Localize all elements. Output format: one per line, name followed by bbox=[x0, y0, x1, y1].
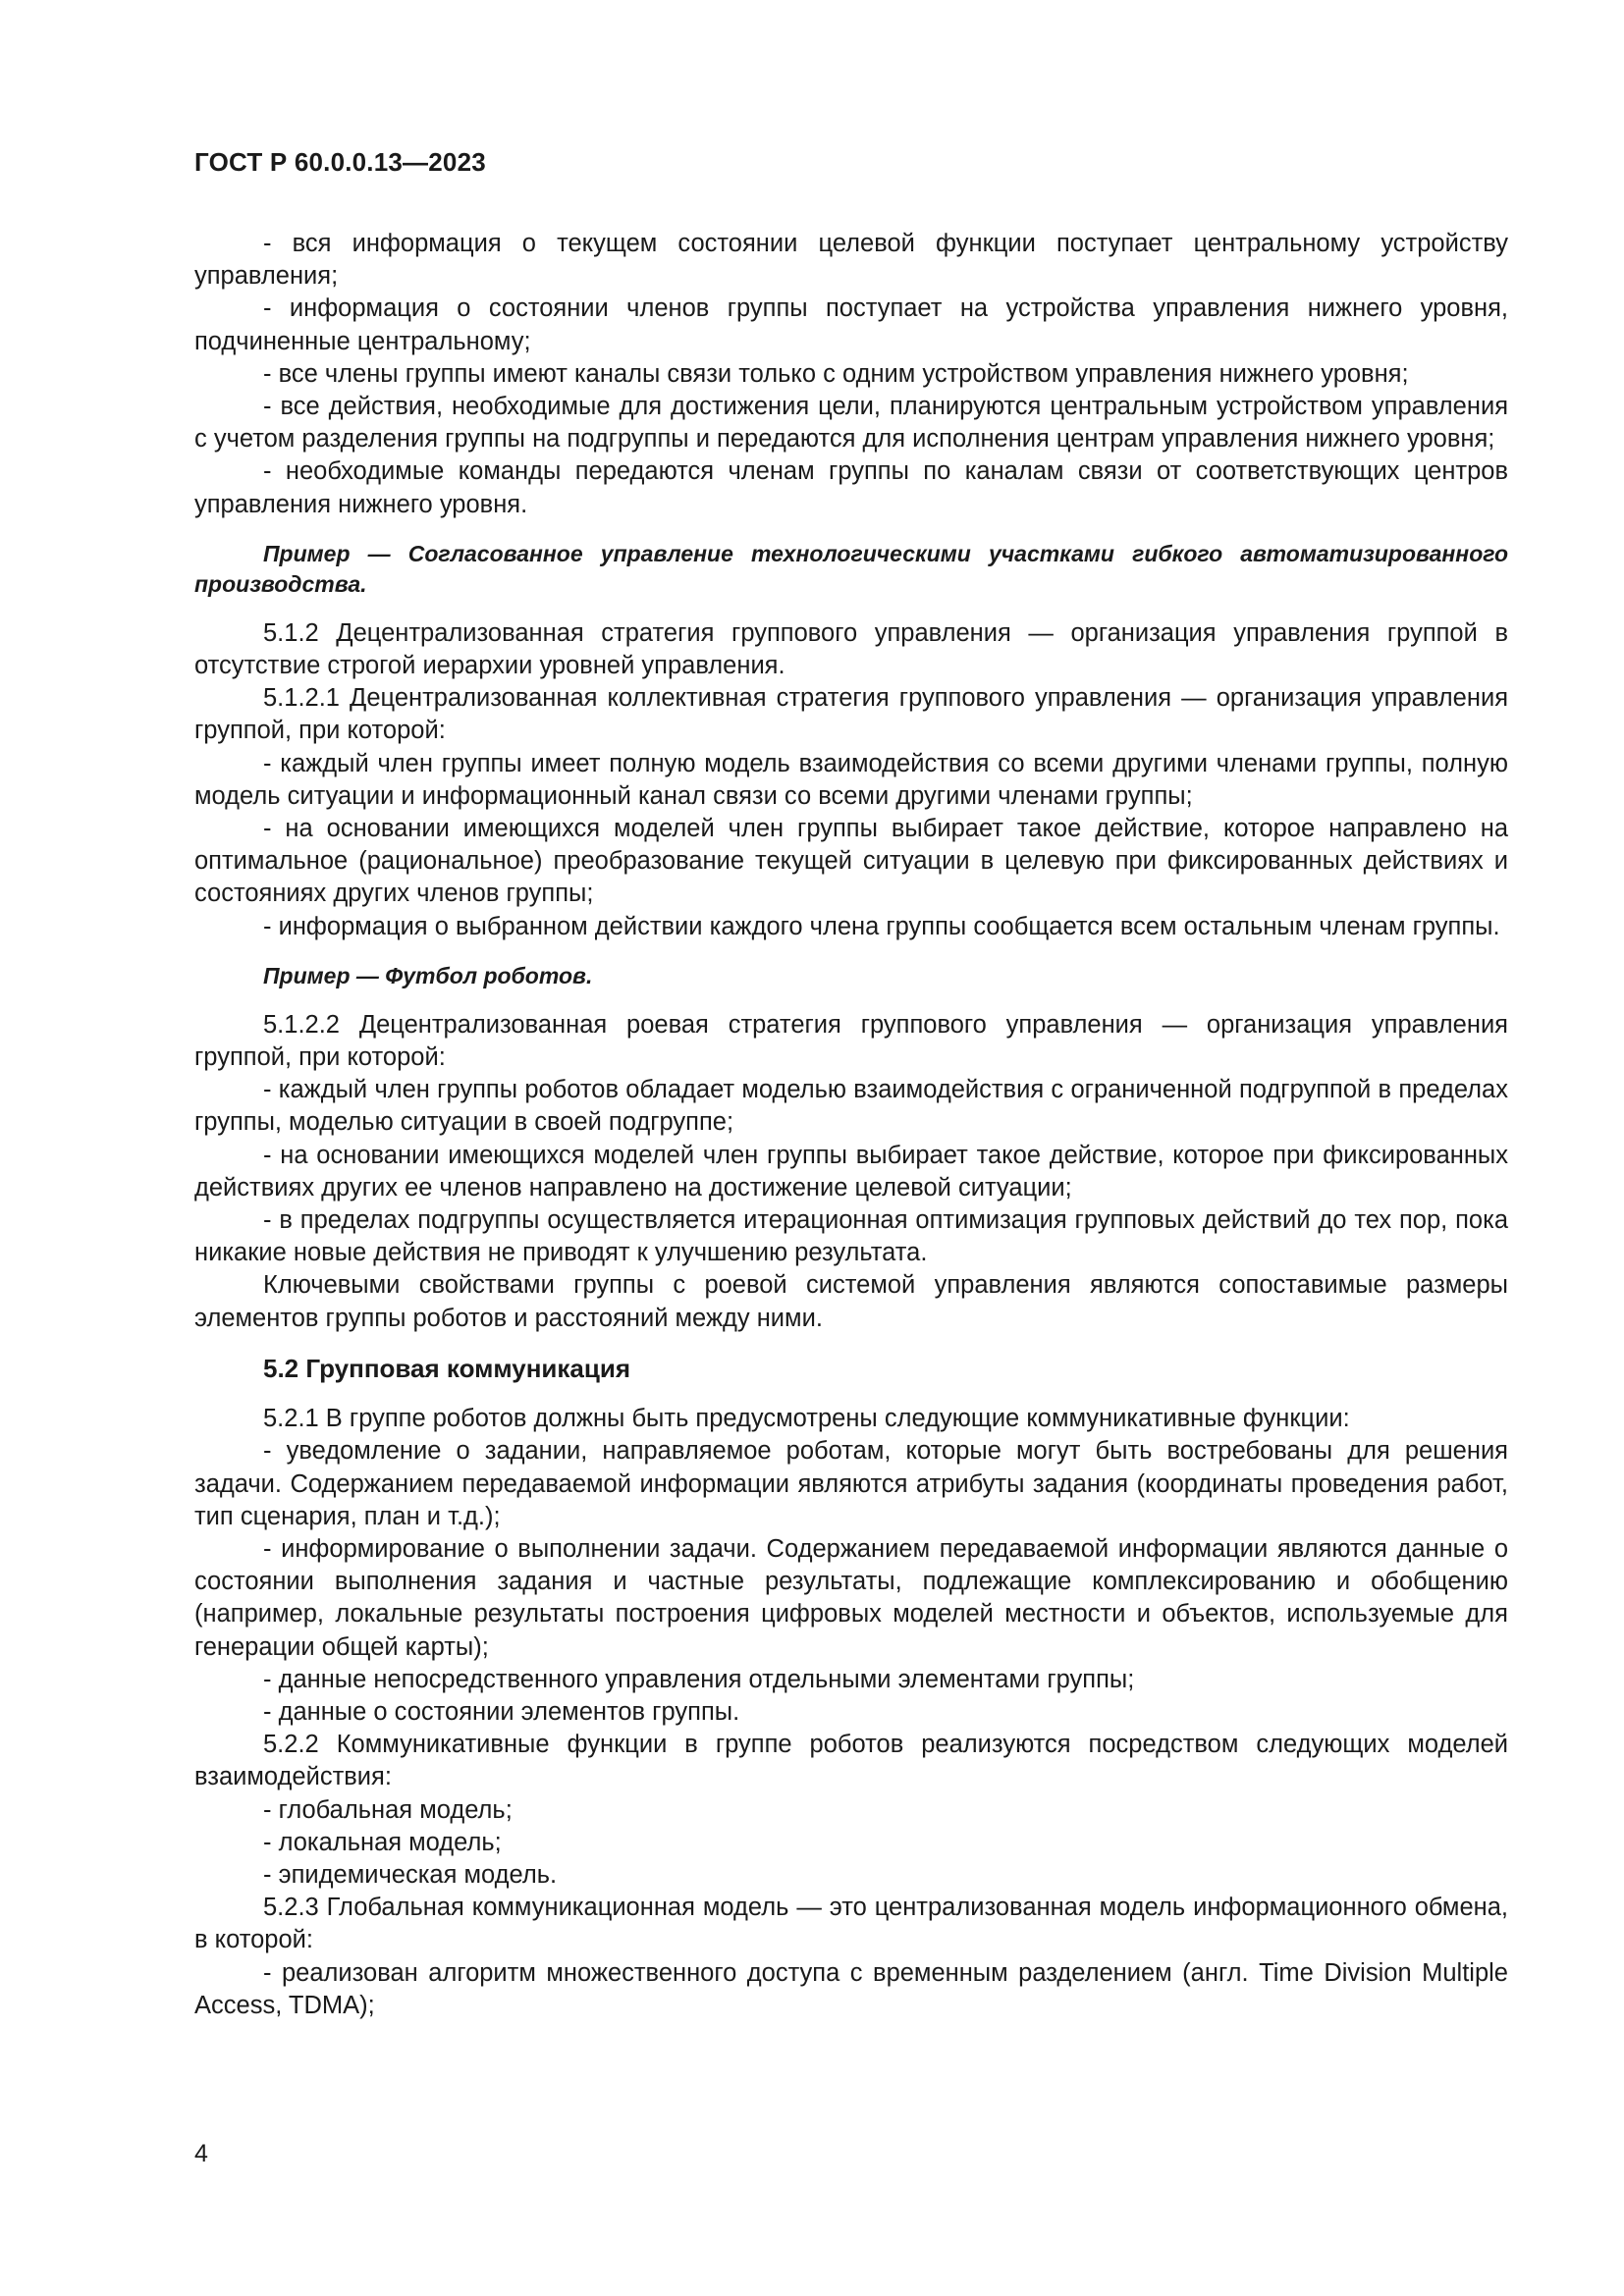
list-item: - на основании имеющихся моделей член группы выбирает такое действие, которое направлено на оптимальное (рациональное) преобразование текущей ситуации в целевую при фиксированных действиях и состояниях других членов группы; bbox=[194, 815, 1508, 908]
list-item: - уведомление о задании, направляемое роботам, которые могут быть востребованы для решения задачи. Содержанием передаваемой информации являются атрибуты задания (координаты проведения работ, тип сценария, план и т.д.); bbox=[194, 1437, 1508, 1530]
list-item: - каждый член группы роботов обладает моделью взаимодействия с ограниченной подгруппой в пределах группы, моделью ситуации в своей подгруппе; bbox=[194, 1076, 1508, 1137]
list-item: - данные о состоянии элементов группы. bbox=[263, 1697, 740, 1726]
clause-5-2-1: 5.2.1 В группе роботов должны быть предусмотрены следующие коммуникативные функции: bbox=[263, 1405, 1350, 1433]
list-item: - все члены группы имеют каналы связи только с одним устройством управления нижнего уровня; bbox=[263, 359, 1409, 388]
list-item: - данные непосредственного управления отдельными элементами группы; bbox=[263, 1665, 1135, 1693]
list-item: - вся информация о текущем состоянии целевой функции поступает центральному устройству управления; bbox=[194, 230, 1508, 291]
clause-5-2-3: 5.2.3 Глобальная коммуникационная модель — это централизованная модель информационного обмена, в которой: bbox=[194, 1894, 1508, 1954]
list-item: - глобальная модель; bbox=[263, 1795, 513, 1824]
example-note: Пример — Согласованное управление технологическими участками гибкого автоматизированного производства. bbox=[194, 540, 1508, 597]
clause-5-1-2: 5.1.2 Децентрализованная стратегия группового управления — организация управления группой в отсутствие строгой иерархии уровней управления. bbox=[194, 618, 1508, 680]
clause-5-2-2: 5.2.2 Коммуникативные функции в группе роботов реализуются посредством следующих моделей взаимодействия: bbox=[194, 1731, 1508, 1791]
list-item: - необходимые команды передаются членам группы по каналам связи от соответствующих центров управления нижнего уровня. bbox=[194, 457, 1508, 518]
document-header: ГОСТ Р 60.0.0.13—2023 bbox=[194, 147, 486, 177]
section-heading-5-2: 5.2 Групповая коммуникация bbox=[263, 1353, 630, 1383]
clause-5-1-2-1: 5.1.2.1 Децентрализованная коллективная стратегия группового управления — организация управления группой, при которой: bbox=[194, 684, 1508, 745]
list-item: - эпидемическая модель. bbox=[263, 1860, 558, 1889]
clause-5-1-2-2: 5.1.2.2 Децентрализованная роевая стратегия группового управления — организация управления группой, при которой: bbox=[194, 1010, 1508, 1072]
list-item: - локальная модель; bbox=[263, 1828, 502, 1856]
list-item: - реализован алгоритм множественного доступа с временным разделением (англ. Time Division Multiple Access, TDMA); bbox=[194, 1958, 1508, 2019]
list-item: - все действия, необходимые для достижения цели, планируются центральным устройством управления с учетом разделения группы на подгруппы и передаются для исполнения центрам управления нижнего уровня; bbox=[194, 393, 1508, 454]
list-item: - информация о выбранном действии каждого члена группы сообщается всем остальным членам группы. bbox=[263, 912, 1500, 940]
list-item: - в пределах подгруппы осуществляется итерационная оптимизация групповых действий до тех пор, пока никакие новые действия не приводят к улучшению результата. bbox=[194, 1206, 1508, 1267]
example-note: Пример — Футбол роботов. bbox=[263, 962, 593, 988]
body-paragraph: Ключевыми свойствами группы с роевой системой управления являются сопоставимые размеры элементов группы роботов и расстояний между ними. bbox=[194, 1271, 1508, 1332]
list-item: - информирование о выполнении задачи. Содержанием передаваемой информации являются данные о состоянии выполнения задания и частные результаты, подлежащие комплексированию и обобщению (например, локальные результаты построения цифровых моделей местности и объектов, используемые для генерации общей карты); bbox=[194, 1534, 1508, 1661]
list-item: - информация о состоянии членов группы поступает на устройства управления нижнего уровня, подчиненные центральному; bbox=[194, 294, 1508, 355]
document-body bbox=[194, 228, 1508, 2022]
list-item: - каждый член группы имеет полную модель взаимодействия со всеми другими членами группы, полную модель ситуации и информационный канал связи со всеми другими членами группы; bbox=[194, 749, 1508, 810]
list-item: - на основании имеющихся моделей член группы выбирает такое действие, которое при фиксированных действиях других ее членов направлено на достижение целевой ситуации; bbox=[194, 1141, 1508, 1201]
page-number: 4 bbox=[194, 2140, 208, 2167]
